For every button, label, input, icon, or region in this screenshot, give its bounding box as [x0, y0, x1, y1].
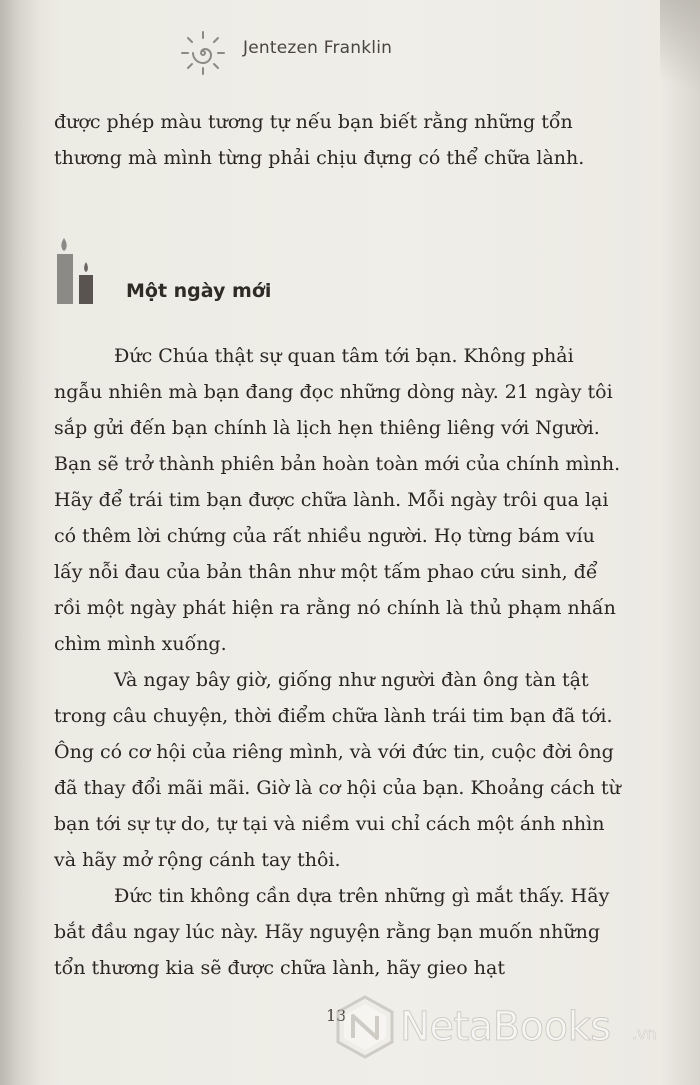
- paragraph: Đức tin không cần dựa trên những gì mắt thấy. Hãy bắt đầu ngay lúc này. Hãy nguyện rằng bạn muốn những tổn thương kia sẽ được chữa lành, hãy gieo hạt: [54, 885, 610, 979]
- intro-paragraph: được phép màu tương tự nếu bạn biết rằng những tổn thương mà mình từng phải chịu đựng có thể chữa lành.: [54, 111, 585, 169]
- watermark-suffix: .vn: [632, 1024, 657, 1043]
- main-paragraphs: [54, 338, 624, 986]
- section-heading: [54, 236, 454, 316]
- header-author: Jentezen Franklin: [243, 38, 393, 58]
- candles-icon: [54, 236, 104, 308]
- section-title: Một ngày mới: [126, 280, 272, 302]
- watermark: [334, 994, 694, 1064]
- netabooks-logo-icon: [334, 994, 396, 1060]
- page-gutter-shadow: [0, 0, 40, 1085]
- watermark-brand: NetaBooks: [400, 1004, 611, 1050]
- running-header: [0, 30, 700, 80]
- page-number: 13: [326, 1006, 347, 1025]
- paragraph: Đức Chúa thật sự quan tâm tới bạn. Không phải ngẫu nhiên mà bạn đang đọc những dòng này. 21 ngày tôi sắp gửi đến bạn chính là lịch hẹn thiêng liêng với Người. Bạn sẽ trở thành phiên bản hoàn toàn mới của chính mình. Hãy để trái tim bạn được chữa lành. Mỗi ngày trôi qua lại có thêm lời chứng của rất nhiều người. Họ từng bám víu lấy nỗi đau của bản thân như một tấm phao cứu sinh, để rồi một ngày phát hiện ra rằng nó chính là thủ phạm nhấn chìm mình xuống.: [54, 345, 621, 655]
- sun-spiral-icon: [180, 30, 226, 76]
- paragraph: Và ngay bây giờ, giống như người đàn ông tàn tật trong câu chuyện, thời điểm chữa lành trái tim bạn đã tới. Ông có cơ hội của riêng mình, và với đức tin, cuộc đời ông đã thay đổi mãi mãi. Giờ là cơ hội của bạn. Khoảng cách từ bạn tới sự tự do, tự tại và niềm vui chỉ cách một ánh nhìn và hãy mở rộng cánh tay thôi.: [54, 669, 621, 871]
- intro-paragraph-block: [54, 104, 624, 176]
